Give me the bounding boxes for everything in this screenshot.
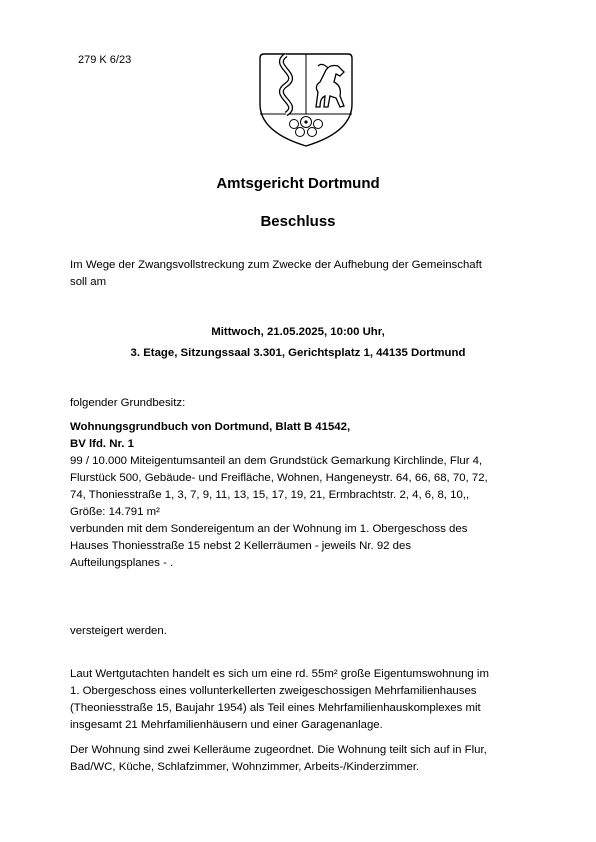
description-line: Hauses Thoniesstraße 15 nebst 2 Kellerräumen - jeweils Nr. 92 des [70, 540, 412, 552]
description-line: 99 / 10.000 Miteigentumsanteil an dem Grundstück Gemarkung Kirchlinde, Flur 4, [70, 455, 483, 467]
description-line: 74, Thoniesstraße 1, 3, 7, 9, 11, 13, 15, 17, 19, 21, Ermbrachtstr. 2, 4, 6, 8, 10,, [70, 489, 470, 501]
rooms-line: Der Wohnung sind zwei Kelleräume zugeordnet. Die Wohnung teilt sich auf in Flur, [70, 744, 487, 756]
description-line: verbunden mit dem Sondereigentum an der Wohnung im 1. Obergeschoss des [70, 523, 468, 535]
appraisal-line: insgesamt 21 Mehrfamilienhäusern und einer Garagenanlage. [70, 719, 383, 731]
description-line: Aufteilungsplanes - . [70, 557, 174, 569]
intro-line: soll am [70, 276, 107, 288]
appraisal-line: Laut Wertgutachten handelt es sich um eine rd. 55m² große Eigentumswohnung im [70, 668, 489, 680]
appraisal-paragraph [70, 666, 530, 734]
description-line: Größe: 14.791 m² [70, 506, 160, 518]
appraisal-line: (Theoniesstraße 15, Baujahr 1954) als Teil eines Mehrfamilienhauskomplexes mit [70, 702, 481, 714]
property-label: folgender Grundbesitz: [70, 397, 186, 409]
appointment-date: Mittwoch, 21.05.2025, 10:00 Uhr, [211, 326, 385, 338]
document-type: Beschluss [260, 213, 336, 230]
land-register-block [70, 419, 530, 572]
case-reference: 279 K 6/23 [78, 54, 132, 66]
rooms-line: Bad/WC, Küche, Schlafzimmer, Wohnzimmer, Arbeits-/Kinderzimmer. [70, 761, 420, 773]
court-name: Amtsgericht Dortmund [216, 175, 380, 192]
nrw-coat-of-arms-icon [256, 52, 356, 148]
appraisal-line: 1. Obergeschoss eines vollunterkellerten zweigeschossigen Mehrfamilienhauses [70, 685, 477, 697]
intro-paragraph [70, 257, 530, 291]
land-register-bv: BV lfd. Nr. 1 [70, 438, 134, 450]
appointment-location: 3. Etage, Sitzungssaal 3.301, Gerichtsplatz 1, 44135 Dortmund [130, 347, 466, 359]
intro-line: Im Wege der Zwangsvollstreckung zum Zwecke der Aufhebung der Gemeinschaft [70, 259, 482, 271]
rooms-paragraph [70, 742, 530, 776]
land-register-title: Wohnungsgrundbuch von Dortmund, Blatt B 41542, [70, 421, 351, 433]
description-line: Flurstück 500, Gebäude- und Freifläche, Wohnen, Hangeneystr. 64, 66, 68, 70, 72, [70, 472, 488, 484]
auction-statement: versteigert werden. [70, 625, 167, 637]
